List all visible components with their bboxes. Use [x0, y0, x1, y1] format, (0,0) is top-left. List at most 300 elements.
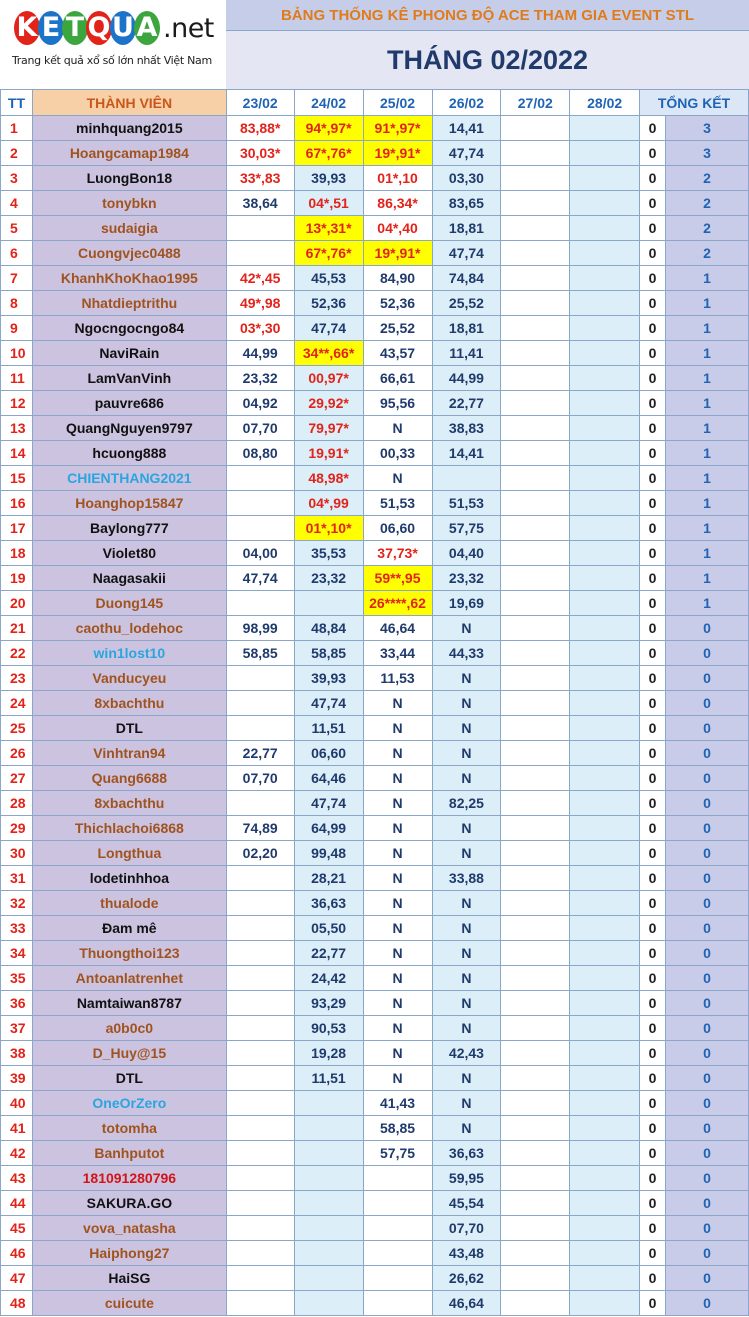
total-score: 0	[666, 1241, 749, 1266]
member-name[interactable]: Hoangcamap1984	[32, 141, 226, 166]
row-number: 1	[1, 116, 33, 141]
row-number: 16	[1, 491, 33, 516]
day-cell	[501, 1191, 570, 1216]
member-name[interactable]: Nhatdieptrithu	[32, 291, 226, 316]
table-row	[1, 1066, 749, 1091]
member-name[interactable]: Vanducyeu	[32, 666, 226, 691]
day-cell: N	[363, 966, 432, 991]
day-cell: 48,98*	[294, 466, 363, 491]
day-cell: 94*,97*	[294, 116, 363, 141]
table-row	[1, 1216, 749, 1241]
day-cell	[501, 1016, 570, 1041]
row-number: 13	[1, 416, 33, 441]
member-name[interactable]: Banhputot	[32, 1141, 226, 1166]
total-count: 0	[640, 366, 666, 391]
day-cell	[226, 666, 294, 691]
total-score: 1	[666, 566, 749, 591]
row-number: 11	[1, 366, 33, 391]
table-body	[1, 116, 749, 1316]
table-row	[1, 791, 749, 816]
member-name[interactable]: lodetinhhoa	[32, 866, 226, 891]
day-cell: 74,89	[226, 816, 294, 841]
total-score: 0	[666, 966, 749, 991]
day-cell: N	[363, 841, 432, 866]
total-count: 0	[640, 766, 666, 791]
member-name[interactable]: hcuong888	[32, 441, 226, 466]
member-name[interactable]: LuongBon18	[32, 166, 226, 191]
day-cell	[294, 1216, 363, 1241]
logo-letter: A	[134, 11, 160, 45]
day-cell: 48,84	[294, 616, 363, 641]
day-cell	[570, 1141, 640, 1166]
total-score: 0	[666, 866, 749, 891]
day-cell: 47,74	[432, 141, 501, 166]
day-cell: 36,63	[294, 891, 363, 916]
table-row	[1, 441, 749, 466]
total-count: 0	[640, 216, 666, 241]
day-cell: 79,97*	[294, 416, 363, 441]
total-score: 0	[666, 1016, 749, 1041]
day-cell: 07,70	[432, 1216, 501, 1241]
member-name[interactable]: minhquang2015	[32, 116, 226, 141]
table-row	[1, 1241, 749, 1266]
day-cell: 01*,10	[363, 166, 432, 191]
day-cell	[363, 1266, 432, 1291]
table-row	[1, 1116, 749, 1141]
day-cell	[570, 216, 640, 241]
member-name[interactable]: Naagasakii	[32, 566, 226, 591]
total-score: 0	[666, 991, 749, 1016]
day-cell: N	[363, 466, 432, 491]
day-cell	[501, 791, 570, 816]
day-cell	[570, 566, 640, 591]
row-number: 34	[1, 941, 33, 966]
member-name[interactable]: win1lost10	[32, 641, 226, 666]
day-cell	[294, 1141, 363, 1166]
day-cell	[501, 1141, 570, 1166]
day-cell: 39,93	[294, 666, 363, 691]
member-name[interactable]: LamVanVinh	[32, 366, 226, 391]
member-name[interactable]: Antoanlatrenhet	[32, 966, 226, 991]
day-cell: 25,52	[363, 316, 432, 341]
day-cell: 14,41	[432, 116, 501, 141]
member-name[interactable]: 181091280796	[32, 1166, 226, 1191]
day-cell: N	[432, 691, 501, 716]
table-row	[1, 491, 749, 516]
table-row	[1, 166, 749, 191]
member-name[interactable]: SAKURA.GO	[32, 1191, 226, 1216]
day-cell	[294, 1166, 363, 1191]
total-score: 0	[666, 766, 749, 791]
day-cell: 84,90	[363, 266, 432, 291]
day-cell: 04,00	[226, 541, 294, 566]
day-cell: 41,43	[363, 1091, 432, 1116]
total-score: 2	[666, 216, 749, 241]
day-cell: 47,74	[432, 241, 501, 266]
day-cell: 33,88	[432, 866, 501, 891]
day-cell	[570, 841, 640, 866]
day-cell	[570, 891, 640, 916]
day-cell: N	[432, 766, 501, 791]
row-number: 37	[1, 1016, 33, 1041]
member-name[interactable]: Đam mê	[32, 916, 226, 941]
day-cell	[501, 966, 570, 991]
day-cell: 44,99	[226, 341, 294, 366]
day-cell	[570, 916, 640, 941]
day-cell	[501, 691, 570, 716]
row-number: 40	[1, 1091, 33, 1116]
total-score: 2	[666, 191, 749, 216]
total-count: 0	[640, 116, 666, 141]
day-cell: 18,81	[432, 216, 501, 241]
member-name[interactable]: cuicute	[32, 1291, 226, 1316]
day-cell	[570, 591, 640, 616]
row-number: 20	[1, 591, 33, 616]
total-count: 0	[640, 741, 666, 766]
table-row	[1, 641, 749, 666]
day-cell: 04*,51	[294, 191, 363, 216]
day-cell: 23,32	[432, 566, 501, 591]
day-cell	[363, 1166, 432, 1191]
day-cell: 37,73*	[363, 541, 432, 566]
total-score: 1	[666, 516, 749, 541]
day-cell	[226, 916, 294, 941]
table-row	[1, 341, 749, 366]
member-name[interactable]: 8xbachthu	[32, 691, 226, 716]
day-cell	[226, 791, 294, 816]
day-cell	[570, 141, 640, 166]
day-cell	[294, 1241, 363, 1266]
member-name[interactable]: Violet80	[32, 541, 226, 566]
day-cell	[570, 291, 640, 316]
total-count: 0	[640, 1291, 666, 1316]
table-row	[1, 191, 749, 216]
day-cell	[570, 991, 640, 1016]
total-score: 0	[666, 1266, 749, 1291]
day-cell	[501, 941, 570, 966]
day-cell: N	[432, 966, 501, 991]
table-row	[1, 1166, 749, 1191]
total-count: 0	[640, 1066, 666, 1091]
day-cell	[501, 641, 570, 666]
total-score: 0	[666, 1066, 749, 1091]
day-cell: 52,36	[294, 291, 363, 316]
day-cell	[570, 641, 640, 666]
day-cell	[294, 1191, 363, 1216]
row-number: 8	[1, 291, 33, 316]
day-cell: N	[432, 666, 501, 691]
total-score: 1	[666, 391, 749, 416]
row-number: 24	[1, 691, 33, 716]
day-cell: 64,99	[294, 816, 363, 841]
total-score: 0	[666, 691, 749, 716]
day-cell: N	[432, 741, 501, 766]
day-cell: 90,53	[294, 1016, 363, 1041]
table-row	[1, 1266, 749, 1291]
day-cell	[501, 541, 570, 566]
total-count: 0	[640, 616, 666, 641]
row-number: 10	[1, 341, 33, 366]
member-name[interactable]: QuangNguyen9797	[32, 416, 226, 441]
table-row	[1, 941, 749, 966]
day-cell	[501, 866, 570, 891]
total-count: 0	[640, 1116, 666, 1141]
day-cell	[501, 766, 570, 791]
member-name[interactable]: sudaigia	[32, 216, 226, 241]
day-cell: N	[432, 716, 501, 741]
header-day: 28/02	[570, 90, 640, 116]
total-score: 0	[666, 1191, 749, 1216]
row-number: 22	[1, 641, 33, 666]
day-cell	[363, 1291, 432, 1316]
row-number: 21	[1, 616, 33, 641]
total-score: 1	[666, 266, 749, 291]
member-name[interactable]: thualode	[32, 891, 226, 916]
member-name[interactable]: Cuongvjec0488	[32, 241, 226, 266]
header-day: 27/02	[501, 90, 570, 116]
member-name[interactable]: Baylong777	[32, 516, 226, 541]
day-cell: 33,44	[363, 641, 432, 666]
total-count: 0	[640, 191, 666, 216]
member-name[interactable]: Duong145	[32, 591, 226, 616]
day-cell	[570, 491, 640, 516]
day-cell	[226, 691, 294, 716]
row-number: 30	[1, 841, 33, 866]
day-cell: 34**,66*	[294, 341, 363, 366]
table-row	[1, 266, 749, 291]
table-row	[1, 291, 749, 316]
day-cell: 44,33	[432, 641, 501, 666]
day-cell	[501, 1091, 570, 1116]
total-count: 0	[640, 141, 666, 166]
header-tt: TT	[1, 90, 33, 116]
member-name[interactable]: CHIENTHANG2021	[32, 466, 226, 491]
day-cell: 49*,98	[226, 291, 294, 316]
total-score: 0	[666, 1141, 749, 1166]
day-cell	[226, 1241, 294, 1266]
day-cell: 18,81	[432, 316, 501, 341]
member-name[interactable]: a0b0c0	[32, 1016, 226, 1041]
total-score: 0	[666, 1041, 749, 1066]
day-cell: 47,74	[294, 791, 363, 816]
total-score: 0	[666, 1091, 749, 1116]
day-cell: 93,29	[294, 991, 363, 1016]
day-cell	[501, 391, 570, 416]
member-name[interactable]: 8xbachthu	[32, 791, 226, 816]
member-name[interactable]: Hoanghop15847	[32, 491, 226, 516]
day-cell: N	[432, 941, 501, 966]
total-score: 0	[666, 1291, 749, 1316]
day-cell	[501, 841, 570, 866]
site-logo[interactable]	[0, 0, 227, 90]
day-cell: 57,75	[363, 1141, 432, 1166]
member-name[interactable]: Thuongthoi123	[32, 941, 226, 966]
day-cell: 45,54	[432, 1191, 501, 1216]
table-row	[1, 541, 749, 566]
logo-letter: Q	[87, 12, 111, 43]
row-number: 2	[1, 141, 33, 166]
day-cell	[294, 1091, 363, 1116]
total-count: 0	[640, 516, 666, 541]
table-row	[1, 916, 749, 941]
day-cell: N	[432, 1116, 501, 1141]
day-cell	[570, 616, 640, 641]
day-cell	[501, 1116, 570, 1141]
day-cell	[501, 441, 570, 466]
total-count: 0	[640, 491, 666, 516]
day-cell	[570, 766, 640, 791]
member-name[interactable]: Thichlachoi6868	[32, 816, 226, 841]
day-cell	[501, 1266, 570, 1291]
day-cell: 03*,30	[226, 316, 294, 341]
member-name[interactable]: Quang6688	[32, 766, 226, 791]
table-row	[1, 1041, 749, 1066]
total-count: 0	[640, 466, 666, 491]
day-cell: 42,43	[432, 1041, 501, 1066]
page-title: THÁNG 02/2022	[226, 31, 749, 89]
day-cell	[226, 1016, 294, 1041]
member-name[interactable]: NaviRain	[32, 341, 226, 366]
day-cell: 14,41	[432, 441, 501, 466]
day-cell	[226, 1041, 294, 1066]
total-count: 0	[640, 341, 666, 366]
day-cell	[226, 991, 294, 1016]
member-name[interactable]: totomha	[32, 1116, 226, 1141]
total-count: 0	[640, 266, 666, 291]
day-cell	[570, 816, 640, 841]
day-cell	[570, 116, 640, 141]
member-name[interactable]: Ngocngocngo84	[32, 316, 226, 341]
table-row	[1, 416, 749, 441]
day-cell	[501, 416, 570, 441]
member-name[interactable]: tonybkn	[32, 191, 226, 216]
day-cell: 26,62	[432, 1266, 501, 1291]
day-cell: 01*,10*	[294, 516, 363, 541]
member-name[interactable]: pauvre686	[32, 391, 226, 416]
member-name[interactable]: Haiphong27	[32, 1241, 226, 1266]
total-count: 0	[640, 866, 666, 891]
day-cell	[226, 241, 294, 266]
logo-tagline: Trang kết quả xổ số lớn nhất Việt Nam	[12, 54, 212, 67]
member-name[interactable]: caothu_lodehoc	[32, 616, 226, 641]
day-cell	[570, 1016, 640, 1041]
total-count: 0	[640, 666, 666, 691]
row-number: 19	[1, 566, 33, 591]
day-cell: 04*,40	[363, 216, 432, 241]
member-name[interactable]: Namtaiwan8787	[32, 991, 226, 1016]
total-score: 0	[666, 666, 749, 691]
day-cell	[294, 1116, 363, 1141]
day-cell	[226, 1216, 294, 1241]
day-cell	[570, 1066, 640, 1091]
member-name[interactable]: HaiSG	[32, 1266, 226, 1291]
total-score: 1	[666, 416, 749, 441]
header-day: 23/02	[226, 90, 294, 116]
logo-letter: K	[14, 11, 40, 45]
day-cell: 28,21	[294, 866, 363, 891]
table-row	[1, 741, 749, 766]
day-cell	[226, 716, 294, 741]
day-cell	[501, 241, 570, 266]
member-name[interactable]: Longthua	[32, 841, 226, 866]
day-cell	[432, 466, 501, 491]
table-row	[1, 591, 749, 616]
total-count: 0	[640, 991, 666, 1016]
day-cell: 47,74	[226, 566, 294, 591]
member-name[interactable]: D_Huy@15	[32, 1041, 226, 1066]
total-score: 1	[666, 491, 749, 516]
table-row	[1, 816, 749, 841]
day-cell: N	[432, 1066, 501, 1091]
day-cell	[570, 316, 640, 341]
row-number: 47	[1, 1266, 33, 1291]
table-row	[1, 1091, 749, 1116]
total-count: 0	[640, 591, 666, 616]
day-cell: 59**,95	[363, 566, 432, 591]
table-row	[1, 866, 749, 891]
total-score: 0	[666, 1216, 749, 1241]
total-score: 3	[666, 116, 749, 141]
member-name[interactable]: DTL	[32, 716, 226, 741]
day-cell: N	[363, 716, 432, 741]
total-count: 0	[640, 241, 666, 266]
table-row	[1, 566, 749, 591]
table-row	[1, 391, 749, 416]
day-cell	[570, 516, 640, 541]
day-cell: 11,41	[432, 341, 501, 366]
day-cell: 44,99	[432, 366, 501, 391]
day-cell	[501, 591, 570, 616]
table-row	[1, 1141, 749, 1166]
day-cell: 04,40	[432, 541, 501, 566]
day-cell	[570, 366, 640, 391]
row-number: 36	[1, 991, 33, 1016]
day-cell: 38,64	[226, 191, 294, 216]
day-cell: N	[363, 916, 432, 941]
table-row	[1, 141, 749, 166]
total-score: 0	[666, 916, 749, 941]
day-cell	[570, 1266, 640, 1291]
member-name[interactable]: DTL	[32, 1066, 226, 1091]
table-row	[1, 366, 749, 391]
day-cell: N	[363, 866, 432, 891]
day-cell	[570, 716, 640, 741]
day-cell: N	[432, 816, 501, 841]
header-day: 25/02	[363, 90, 432, 116]
member-name[interactable]: Vinhtran94	[32, 741, 226, 766]
day-cell: 13*,31*	[294, 216, 363, 241]
day-cell	[501, 266, 570, 291]
day-cell: N	[363, 991, 432, 1016]
member-name[interactable]: OneOrZero	[32, 1091, 226, 1116]
total-count: 0	[640, 641, 666, 666]
day-cell: 95,56	[363, 391, 432, 416]
day-cell: 35,53	[294, 541, 363, 566]
member-name[interactable]: KhanhKhoKhao1995	[32, 266, 226, 291]
day-cell	[226, 1291, 294, 1316]
total-score: 3	[666, 141, 749, 166]
day-cell: 30,03*	[226, 141, 294, 166]
day-cell: 58,85	[226, 641, 294, 666]
total-score: 1	[666, 466, 749, 491]
day-cell: 03,30	[432, 166, 501, 191]
day-cell	[501, 1066, 570, 1091]
row-number: 41	[1, 1116, 33, 1141]
total-count: 0	[640, 1016, 666, 1041]
total-count: 0	[640, 541, 666, 566]
member-name[interactable]: vova_natasha	[32, 1216, 226, 1241]
day-cell	[501, 491, 570, 516]
